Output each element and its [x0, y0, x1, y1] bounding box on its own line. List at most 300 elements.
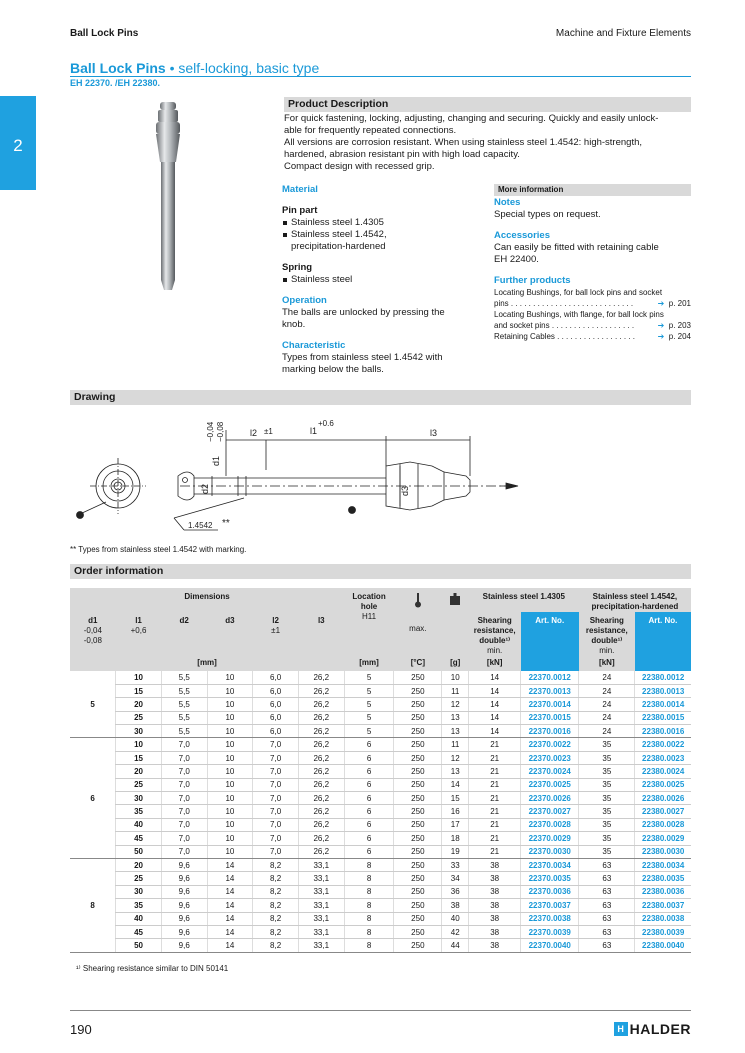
- cell-d3: 10: [207, 778, 253, 791]
- desc-line: Compact design with recessed grip.: [284, 161, 435, 172]
- cell-art-no-1[interactable]: 22370.0040: [521, 939, 579, 952]
- art-blank: [635, 656, 691, 671]
- drawing-heading: Drawing: [70, 390, 691, 405]
- cell-d3: 10: [207, 725, 253, 738]
- cell-shearing-1: 21: [469, 805, 521, 818]
- ref-page: p. 203: [668, 321, 691, 330]
- cell-l3: 33,1: [298, 925, 344, 938]
- cell-art-no-2[interactable]: 22380.0035: [635, 872, 691, 885]
- col-h11: H11: [344, 612, 394, 656]
- cell-shearing-2: 35: [579, 751, 635, 764]
- running-header-right: Machine and Fixture Elements: [555, 28, 691, 39]
- cell-art-no-2[interactable]: 22380.0034: [635, 858, 691, 871]
- cell-weight: 11: [442, 738, 469, 751]
- cell-l1: 50: [116, 939, 162, 952]
- cell-shearing-2: 35: [579, 765, 635, 778]
- cell-max-temp: 250: [394, 832, 442, 845]
- cell-l1: 30: [116, 792, 162, 805]
- cell-l3: 26,2: [298, 765, 344, 778]
- notes-heading: Notes: [494, 197, 521, 208]
- cell-weight: 12: [442, 751, 469, 764]
- cell-art-no-1[interactable]: 22370.0029: [521, 832, 579, 845]
- cell-art-no-2[interactable]: 22380.0026: [635, 792, 691, 805]
- cell-l3: 26,2: [298, 738, 344, 751]
- cell-l2: 8,2: [253, 872, 299, 885]
- col-l1: [116, 612, 162, 656]
- cell-shearing-2: 63: [579, 912, 635, 925]
- table-row: [70, 738, 691, 751]
- cell-weight: 17: [442, 818, 469, 831]
- running-header-left: Ball Lock Pins: [70, 28, 139, 39]
- cell-d3: 10: [207, 698, 253, 711]
- cell-location-hole: 6: [344, 778, 394, 791]
- halder-logo: [614, 1021, 691, 1037]
- cell-l3: 33,1: [298, 872, 344, 885]
- cell-art-no-1[interactable]: 22370.0038: [521, 912, 579, 925]
- cell-art-no-1[interactable]: 22370.0026: [521, 792, 579, 805]
- dim-d1: d1: [211, 455, 221, 466]
- cell-l2: 6,0: [253, 725, 299, 738]
- cell-max-temp: 250: [394, 698, 442, 711]
- cell-d2: 5,5: [161, 684, 207, 697]
- art-blank: [521, 656, 579, 671]
- ball-lock-pin-photo: [146, 100, 202, 296]
- cell-art-no-2[interactable]: 22380.0028: [635, 818, 691, 831]
- product-codes: EH 22370. /EH 22380.: [70, 78, 161, 88]
- table-row: [70, 912, 691, 925]
- ref-dots: pins . . . . . . . . . . . . . . . . . . . . . . . . . . . .: [494, 299, 634, 308]
- cell-l2: 7,0: [253, 778, 299, 791]
- cell-shearing-2: 24: [579, 711, 635, 724]
- cell-location-hole: 6: [344, 751, 394, 764]
- cell-shearing-2: 35: [579, 805, 635, 818]
- cell-art-no-2[interactable]: 22380.0024: [635, 765, 691, 778]
- table-row: [70, 671, 691, 684]
- cell-max-temp: 250: [394, 751, 442, 764]
- unit-degc: [°C]: [394, 656, 442, 671]
- cell-l1: 20: [116, 698, 162, 711]
- cell-art-no-1[interactable]: 22370.0015: [521, 711, 579, 724]
- cell-art-no-2[interactable]: 22380.0038: [635, 912, 691, 925]
- cell-max-temp: 250: [394, 778, 442, 791]
- cell-d3: 10: [207, 765, 253, 778]
- cell-location-hole: 8: [344, 858, 394, 871]
- cell-art-no-1[interactable]: 22370.0034: [521, 858, 579, 871]
- cell-weight: 13: [442, 765, 469, 778]
- col-weight-blank: [442, 612, 469, 656]
- col-ss-4305: Stainless steel 1.4305: [469, 588, 579, 612]
- cell-art-no-1[interactable]: 22370.0039: [521, 925, 579, 938]
- cell-l2: 6,0: [253, 684, 299, 697]
- cell-l3: 26,2: [298, 671, 344, 684]
- cell-l3: 26,2: [298, 805, 344, 818]
- cell-location-hole: 6: [344, 738, 394, 751]
- cell-location-hole: 5: [344, 725, 394, 738]
- material-heading: Material: [282, 184, 318, 195]
- cell-l3: 26,2: [298, 832, 344, 845]
- cell-art-no-2[interactable]: 22380.0040: [635, 939, 691, 952]
- dim-tol-d1b: −0,08: [216, 421, 225, 442]
- cell-l2: 7,0: [253, 832, 299, 845]
- table-row: [70, 751, 691, 764]
- dim-l2-tol: ±1: [264, 427, 273, 436]
- cell-l1: 15: [116, 684, 162, 697]
- cell-max-temp: 250: [394, 671, 442, 684]
- ref-link[interactable]: [494, 320, 691, 331]
- cell-art-no-1[interactable]: 22370.0023: [521, 751, 579, 764]
- cell-shearing-2: 63: [579, 872, 635, 885]
- cell-location-hole: 6: [344, 765, 394, 778]
- page-title: [70, 60, 319, 76]
- cell-shearing-1: 14: [469, 711, 521, 724]
- cell-max-temp: 250: [394, 738, 442, 751]
- cell-l1: 30: [116, 885, 162, 898]
- shearing-label: Shearing resistance, double¹⁾: [473, 616, 516, 645]
- cell-art-no-1[interactable]: 22370.0030: [521, 845, 579, 858]
- pin-part-label: Pin part: [282, 205, 318, 216]
- cell-l1: 10: [116, 671, 162, 684]
- cell-weight: 19: [442, 845, 469, 858]
- operation-line: knob.: [282, 319, 306, 330]
- cell-l1: 35: [116, 805, 162, 818]
- table-row: [70, 858, 691, 871]
- unit-kn: [kN]: [469, 656, 521, 671]
- cell-art-no-2[interactable]: 22380.0014: [635, 698, 691, 711]
- cell-shearing-2: 24: [579, 684, 635, 697]
- cell-weight: 14: [442, 778, 469, 791]
- ref-page: p. 201: [668, 299, 691, 308]
- ref-link[interactable]: [494, 298, 691, 309]
- cell-d3: 10: [207, 738, 253, 751]
- cell-art-no-1[interactable]: 22370.0028: [521, 818, 579, 831]
- cell-l1: 50: [116, 845, 162, 858]
- cell-l2: 7,0: [253, 845, 299, 858]
- cell-weight: 33: [442, 858, 469, 871]
- cell-art-no-1[interactable]: 22370.0014: [521, 698, 579, 711]
- cell-art-no-2[interactable]: 22380.0036: [635, 885, 691, 898]
- table-row: [70, 778, 691, 791]
- cell-max-temp: 250: [394, 725, 442, 738]
- cell-shearing-2: 35: [579, 792, 635, 805]
- cell-l3: 26,2: [298, 698, 344, 711]
- cell-d2: 7,0: [161, 792, 207, 805]
- cell-l2: 7,0: [253, 792, 299, 805]
- product-description-heading: Product Description: [284, 97, 691, 112]
- cell-art-no-2[interactable]: 22380.0039: [635, 925, 691, 938]
- cell-weight: 10: [442, 671, 469, 684]
- cell-d3: 10: [207, 684, 253, 697]
- cell-shearing-1: 21: [469, 738, 521, 751]
- characteristic-heading: Characteristic: [282, 340, 346, 351]
- cell-d3: 10: [207, 792, 253, 805]
- pin-part-item: Stainless steel 1.4305: [282, 217, 472, 229]
- cell-shearing-1: 14: [469, 684, 521, 697]
- cell-weight: 40: [442, 912, 469, 925]
- technical-drawing: [70, 410, 530, 540]
- operation-heading: Operation: [282, 295, 327, 306]
- d1-tol: -0,04 -0,08: [83, 626, 102, 645]
- cell-max-temp: 250: [394, 872, 442, 885]
- characteristic-line: marking below the balls.: [282, 364, 384, 375]
- cell-d3: 10: [207, 751, 253, 764]
- cell-max-temp: 250: [394, 792, 442, 805]
- cell-art-no-2[interactable]: 22380.0015: [635, 711, 691, 724]
- cell-d3: 10: [207, 845, 253, 858]
- cell-location-hole: 8: [344, 899, 394, 912]
- table-row: [70, 725, 691, 738]
- cell-l3: 33,1: [298, 899, 344, 912]
- l2-label: l2: [272, 616, 279, 625]
- cell-l2: 7,0: [253, 818, 299, 831]
- cell-art-no-1[interactable]: 22370.0025: [521, 778, 579, 791]
- accessories-heading: Accessories: [494, 230, 550, 241]
- cell-art-no-1[interactable]: 22370.0037: [521, 899, 579, 912]
- cell-shearing-2: 35: [579, 778, 635, 791]
- marking-stars: **: [222, 518, 230, 529]
- logo-mark: H: [614, 1022, 628, 1036]
- cell-art-no-2[interactable]: 22380.0023: [635, 751, 691, 764]
- cell-location-hole: 8: [344, 939, 394, 952]
- table-row: [70, 872, 691, 885]
- cell-d3: 10: [207, 711, 253, 724]
- dim-l3: l3: [430, 428, 438, 438]
- cell-l3: 33,1: [298, 939, 344, 952]
- cell-d2: 7,0: [161, 845, 207, 858]
- cell-art-no-2[interactable]: 22380.0029: [635, 832, 691, 845]
- cell-l3: 26,2: [298, 778, 344, 791]
- title-sep: •: [165, 60, 179, 76]
- cell-art-no-1[interactable]: 22370.0027: [521, 805, 579, 818]
- cell-shearing-1: 14: [469, 725, 521, 738]
- cell-l1: 45: [116, 832, 162, 845]
- ref-dots: and socket pins . . . . . . . . . . . . . . . . . . .: [494, 321, 635, 330]
- cell-shearing-2: 35: [579, 832, 635, 845]
- cell-max-temp: 250: [394, 818, 442, 831]
- cell-d3: 10: [207, 832, 253, 845]
- cell-d2: 5,5: [161, 711, 207, 724]
- desc-line: hardened, abrasion resistant pin with high load capacity.: [284, 149, 520, 160]
- cell-d2: 7,0: [161, 778, 207, 791]
- cell-max-temp: 250: [394, 845, 442, 858]
- ref-pre: Locating Bushings, for ball lock pins and socket: [494, 288, 663, 297]
- cell-d2: 7,0: [161, 738, 207, 751]
- table-row: [70, 765, 691, 778]
- cell-d2: 5,5: [161, 671, 207, 684]
- cell-l2: 7,0: [253, 805, 299, 818]
- cell-d2: 5,5: [161, 725, 207, 738]
- cell-weight: 42: [442, 925, 469, 938]
- dim-l1-tol: +0.6: [318, 419, 334, 428]
- cell-art-no-2[interactable]: 22380.0022: [635, 738, 691, 751]
- cell-location-hole: 8: [344, 872, 394, 885]
- cell-l3: 26,2: [298, 725, 344, 738]
- cell-d3: 10: [207, 818, 253, 831]
- cell-d2: 7,0: [161, 805, 207, 818]
- cell-l1: 25: [116, 872, 162, 885]
- d3-label: d3: [225, 616, 235, 625]
- cell-l1: 15: [116, 751, 162, 764]
- table-row: [70, 818, 691, 831]
- cell-l2: 7,0: [253, 765, 299, 778]
- table-row: [70, 925, 691, 938]
- thermometer-icon: [394, 588, 442, 612]
- cell-art-no-1[interactable]: 22370.0012: [521, 671, 579, 684]
- cell-d3: 14: [207, 939, 253, 952]
- table-row: [70, 792, 691, 805]
- cell-art-no-2[interactable]: 22380.0025: [635, 778, 691, 791]
- col-dimensions: Dimensions: [70, 588, 344, 612]
- cell-shearing-1: 14: [469, 698, 521, 711]
- cell-location-hole: 8: [344, 925, 394, 938]
- cell-l3: 26,2: [298, 751, 344, 764]
- cell-l1: 20: [116, 858, 162, 871]
- cell-shearing-2: 63: [579, 899, 635, 912]
- cell-art-no-1[interactable]: 22370.0035: [521, 872, 579, 885]
- cell-l2: 7,0: [253, 751, 299, 764]
- arrow-right-icon: ➔: [657, 332, 665, 341]
- cell-shearing-1: 38: [469, 899, 521, 912]
- cell-weight: 36: [442, 885, 469, 898]
- dim-tol-d1: −0,04: [206, 421, 215, 442]
- title-main: Ball Lock Pins: [70, 60, 166, 76]
- cell-weight: 44: [442, 939, 469, 952]
- cell-art-no-1[interactable]: 22370.0013: [521, 684, 579, 697]
- cell-art-no-2[interactable]: 22380.0013: [635, 684, 691, 697]
- cell-l1: 35: [116, 899, 162, 912]
- operation-line: The balls are unlocked by pressing the: [282, 307, 445, 318]
- cell-art-no-2[interactable]: 22380.0016: [635, 725, 691, 738]
- cell-l1: 40: [116, 818, 162, 831]
- cell-d3: 14: [207, 899, 253, 912]
- ref-pre: Locating Bushings, with flange, for ball lock pins: [494, 310, 664, 319]
- cell-d2: 9,6: [161, 899, 207, 912]
- cell-d2: 9,6: [161, 925, 207, 938]
- min-label: min.: [599, 646, 615, 655]
- cell-art-no-1[interactable]: 22370.0024: [521, 765, 579, 778]
- cell-shearing-1: 38: [469, 939, 521, 952]
- cell-art-no-2[interactable]: 22380.0030: [635, 845, 691, 858]
- cell-l2: 6,0: [253, 711, 299, 724]
- cell-l1: 30: [116, 725, 162, 738]
- cell-shearing-1: 38: [469, 872, 521, 885]
- cell-location-hole: 8: [344, 912, 394, 925]
- cell-l3: 26,2: [298, 845, 344, 858]
- weight-icon: [442, 588, 469, 612]
- col-d3: [207, 612, 253, 656]
- unit-kn-2: [kN]: [579, 656, 635, 671]
- cell-d2: 9,6: [161, 885, 207, 898]
- cell-art-no-2[interactable]: 22380.0037: [635, 899, 691, 912]
- cell-shearing-1: 38: [469, 858, 521, 871]
- arrow-right-icon: ➔: [657, 299, 665, 308]
- l3-label: l3: [317, 616, 325, 625]
- location-hole-label: Location hole: [352, 592, 386, 611]
- cell-d2: 9,6: [161, 858, 207, 871]
- table-row: [70, 711, 691, 724]
- cell-location-hole: 6: [344, 832, 394, 845]
- col-l2: [253, 612, 299, 656]
- cell-max-temp: 250: [394, 711, 442, 724]
- order-table-body: [70, 671, 691, 952]
- cell-shearing-2: 63: [579, 939, 635, 952]
- shearing-label: Shearing resistance, double¹⁾: [585, 616, 628, 645]
- cell-shearing-2: 63: [579, 925, 635, 938]
- cell-art-no-1[interactable]: 22370.0022: [521, 738, 579, 751]
- cell-d2: 7,0: [161, 751, 207, 764]
- cell-shearing-1: 21: [469, 792, 521, 805]
- cell-l3: 33,1: [298, 912, 344, 925]
- cell-weight: 34: [442, 872, 469, 885]
- ref-link[interactable]: [494, 331, 691, 342]
- cell-shearing-1: 21: [469, 845, 521, 858]
- spring-label: Spring: [282, 262, 313, 273]
- cell-shearing-1: 21: [469, 832, 521, 845]
- cell-shearing-2: 35: [579, 845, 635, 858]
- col-art-no-1: Art. No.: [521, 612, 579, 656]
- cell-shearing-1: 21: [469, 765, 521, 778]
- col-shearing-1: [469, 612, 521, 656]
- cell-location-hole: 6: [344, 845, 394, 858]
- cell-shearing-2: 24: [579, 671, 635, 684]
- dim-l1: l1: [310, 426, 318, 436]
- cell-shearing-2: 35: [579, 818, 635, 831]
- cell-shearing-1: 38: [469, 912, 521, 925]
- cell-location-hole: 6: [344, 792, 394, 805]
- table-row: [70, 684, 691, 697]
- col-location-hole: [344, 588, 394, 612]
- cell-l2: 8,2: [253, 885, 299, 898]
- cell-l1: 45: [116, 925, 162, 938]
- title-rule: [70, 76, 691, 77]
- cell-art-no-2[interactable]: 22380.0012: [635, 671, 691, 684]
- cell-shearing-1: 21: [469, 751, 521, 764]
- cell-art-no-1[interactable]: 22370.0016: [521, 725, 579, 738]
- unit-g: [g]: [442, 656, 469, 671]
- table-footnote: ¹⁾ Shearing resistance similar to DIN 50141: [76, 964, 229, 973]
- cell-location-hole: 5: [344, 684, 394, 697]
- cell-shearing-2: 63: [579, 858, 635, 871]
- cell-d2: 7,0: [161, 832, 207, 845]
- cell-l2: 8,2: [253, 899, 299, 912]
- cell-l2: 8,2: [253, 912, 299, 925]
- cell-l2: 8,2: [253, 858, 299, 871]
- cell-art-no-1[interactable]: 22370.0036: [521, 885, 579, 898]
- cell-d2: 5,5: [161, 698, 207, 711]
- cell-shearing-1: 38: [469, 885, 521, 898]
- col-shearing-2: [579, 612, 635, 656]
- cell-shearing-2: 35: [579, 738, 635, 751]
- cell-art-no-2[interactable]: 22380.0027: [635, 805, 691, 818]
- cell-l3: 26,2: [298, 792, 344, 805]
- cell-shearing-2: 24: [579, 698, 635, 711]
- pin-part-item-cont: precipitation-hardened: [291, 241, 386, 252]
- cell-d2: 9,6: [161, 912, 207, 925]
- cell-l3: 26,2: [298, 818, 344, 831]
- dim-d2: d2: [200, 483, 210, 494]
- col-d2: [161, 612, 207, 656]
- cell-l1: 25: [116, 711, 162, 724]
- cell-d3: 14: [207, 858, 253, 871]
- table-row: [70, 832, 691, 845]
- cell-shearing-2: 63: [579, 885, 635, 898]
- cell-weight: 12: [442, 698, 469, 711]
- cell-weight: 18: [442, 832, 469, 845]
- cell-shearing-1: 21: [469, 818, 521, 831]
- cell-l3: 33,1: [298, 885, 344, 898]
- col-l3: [298, 612, 344, 656]
- cell-l2: 8,2: [253, 939, 299, 952]
- further-products-heading: Further products: [494, 275, 571, 286]
